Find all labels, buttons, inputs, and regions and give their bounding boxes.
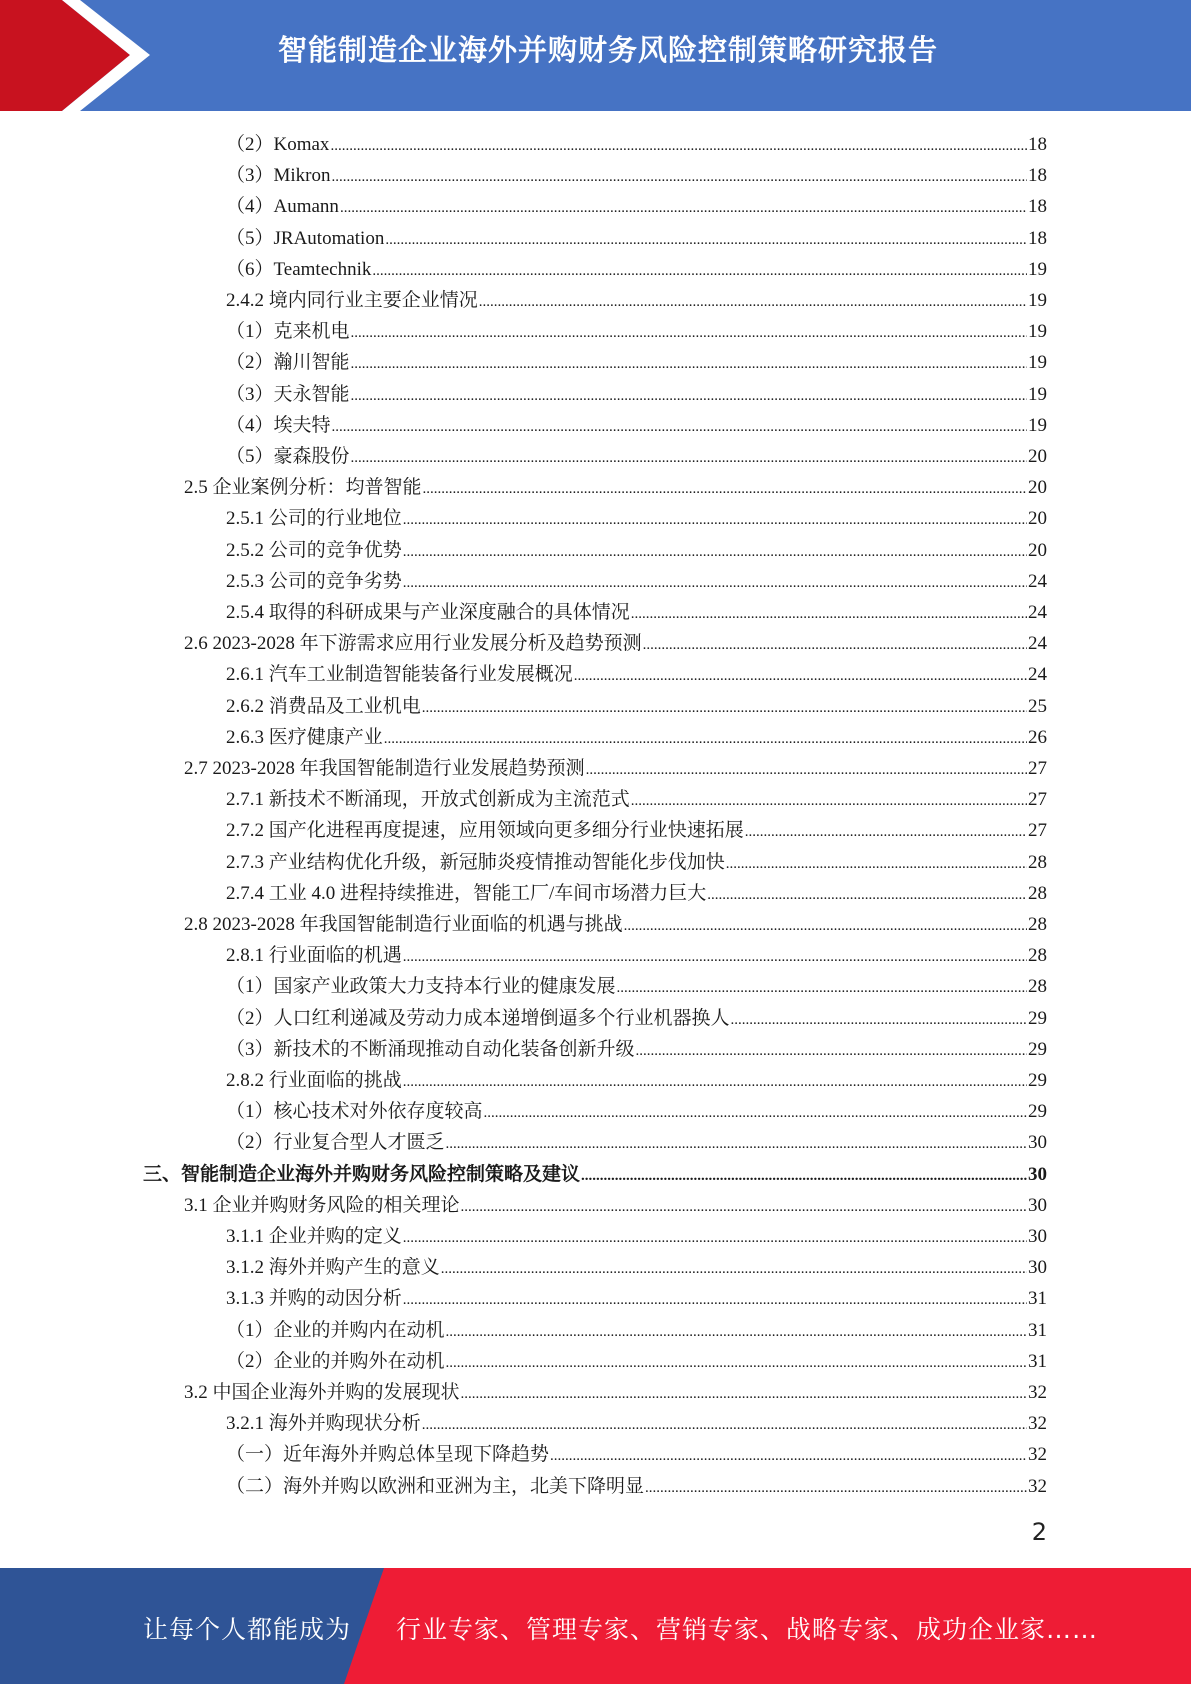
toc-entry-label: 三、智能制造企业海外并购财务风险控制策略及建议 — [143, 1163, 581, 1185]
toc-dot-leader — [422, 1410, 1027, 1441]
toc-entry-label: 2.5.1 公司的行业地位 — [226, 508, 402, 530]
toc-entry-label: （1）国家产业政策大力支持本行业的健康发展 — [226, 976, 616, 998]
toc-dot-leader — [574, 661, 1027, 692]
toc-dot-leader — [446, 1129, 1027, 1160]
toc-entry[interactable] — [226, 1252, 1047, 1283]
toc-entry-label: 3.1.1 企业并购的定义 — [226, 1226, 402, 1247]
toc-entry[interactable] — [226, 1096, 1047, 1127]
toc-entry[interactable] — [226, 347, 1047, 378]
toc-entry[interactable] — [226, 503, 1047, 534]
toc-entry[interactable] — [226, 1003, 1047, 1034]
toc-entry-label: （5）JRAutomation — [226, 227, 385, 249]
toc-entry-page: 30 — [1028, 1163, 1047, 1185]
toc-entry-label: 3.1.2 海外并购产生的意义 — [226, 1257, 440, 1279]
toc-dot-leader — [631, 786, 1027, 817]
toc-entry-page: 28 — [1028, 882, 1047, 904]
toc-entry-page: 24 — [1028, 602, 1047, 623]
toc-entry[interactable] — [184, 1190, 1047, 1221]
toc-dot-leader — [446, 1317, 1027, 1348]
toc-dot-leader — [330, 131, 1027, 162]
toc-entry-page: 29 — [1028, 1070, 1047, 1091]
toc-entry-page: 24 — [1028, 633, 1047, 655]
toc-dot-leader — [422, 693, 1027, 724]
footer-slogan-right: 行业专家、管理专家、营销专家、战略专家、成功企业家…… — [396, 1615, 1099, 1644]
toc-dot-leader — [332, 412, 1027, 443]
toc-entry-label: 2.5.3 公司的竞争劣势 — [226, 570, 402, 592]
toc-entry-page: 30 — [1028, 1257, 1047, 1279]
toc-entry[interactable] — [226, 691, 1047, 722]
toc-entry-page: 32 — [1028, 1475, 1047, 1497]
toc-entry[interactable] — [226, 379, 1047, 410]
toc-entry-page: 18 — [1028, 134, 1047, 155]
toc-entry-page: 18 — [1028, 196, 1047, 218]
page-footer — [0, 1568, 1191, 1684]
toc-entry[interactable] — [226, 971, 1047, 1002]
toc-entry[interactable] — [226, 285, 1047, 316]
toc-entry[interactable] — [226, 1283, 1047, 1314]
toc-entry-label: 2.7 2023-2028 年我国智能制造行业发展趋势预测 — [184, 758, 585, 779]
toc-entry-page: 18 — [1028, 165, 1047, 187]
toc-entry[interactable] — [184, 753, 1047, 784]
toc-entry[interactable] — [226, 254, 1047, 285]
toc-entry[interactable] — [226, 784, 1047, 815]
toc-entry-page: 30 — [1028, 1132, 1047, 1154]
toc-entry-page: 19 — [1028, 321, 1047, 343]
toc-entry[interactable] — [226, 847, 1047, 878]
toc-entry[interactable] — [143, 1159, 1047, 1190]
toc-entry-label: 2.5.4 取得的科研成果与产业深度融合的具体情况 — [226, 602, 630, 623]
toc-entry-label: （2）企业的并购外在动机 — [226, 1350, 445, 1372]
toc-entry-label: 3.1 企业并购财务风险的相关理论 — [184, 1194, 460, 1216]
toc-entry-page: 28 — [1028, 851, 1047, 873]
toc-entry-label: （3）天永智能 — [226, 383, 350, 405]
toc-entry-label: （4）Aumann — [226, 196, 339, 218]
toc-entry-page: 19 — [1028, 414, 1047, 436]
toc-entry[interactable] — [226, 1439, 1047, 1470]
toc-dot-leader — [385, 225, 1027, 256]
toc-entry-page: 25 — [1028, 695, 1047, 717]
footer-slogan-left: 让每个人都能成为 — [143, 1615, 352, 1644]
toc-entry[interactable] — [226, 1471, 1047, 1502]
toc-dot-leader — [461, 1192, 1027, 1223]
toc-entry-page: 29 — [1028, 1038, 1047, 1060]
toc-entry-label: 2.8.2 行业面临的挑战 — [226, 1070, 402, 1091]
toc-entry-page: 18 — [1028, 227, 1047, 249]
toc-entry-page: 32 — [1028, 1382, 1047, 1403]
toc-entry[interactable] — [226, 223, 1047, 254]
toc-dot-leader — [550, 1441, 1027, 1472]
toc-entry[interactable] — [184, 628, 1047, 659]
toc-entry-page: 31 — [1028, 1350, 1047, 1372]
toc-entry-page: 27 — [1028, 789, 1047, 811]
toc-entry-label: （1）企业的并购内在动机 — [226, 1319, 445, 1341]
toc-entry[interactable] — [226, 316, 1047, 347]
toc-dot-leader — [351, 349, 1027, 380]
toc-entry-page: 20 — [1028, 539, 1047, 561]
toc-entry[interactable] — [226, 1034, 1047, 1065]
toc-entry-label: 2.7.1 新技术不断涌现，开放式创新成为主流范式 — [226, 789, 630, 811]
toc-dot-leader — [351, 443, 1027, 474]
toc-entry-page: 24 — [1028, 570, 1047, 592]
toc-entry-page: 19 — [1028, 352, 1047, 374]
toc-dot-leader — [403, 1223, 1027, 1254]
toc-dot-leader — [645, 1473, 1027, 1504]
toc-entry-label: 2.5.2 公司的竞争优势 — [226, 539, 402, 561]
toc-entry-page: 32 — [1028, 1413, 1047, 1435]
toc-dot-leader — [461, 1379, 1027, 1410]
toc-dot-leader — [617, 973, 1027, 1004]
toc-dot-leader — [643, 630, 1027, 661]
toc-entry-label: 2.6.3 医疗健康产业 — [226, 726, 383, 748]
toc-entry[interactable] — [226, 815, 1047, 846]
toc-entry-page: 20 — [1028, 446, 1047, 467]
toc-entry[interactable] — [226, 191, 1047, 222]
toc-entry[interactable] — [226, 1408, 1047, 1439]
toc-entry-label: 2.5 企业案例分析：均普智能 — [184, 477, 422, 499]
toc-dot-leader — [581, 1161, 1027, 1192]
report-title: 智能制造企业海外并购财务风险控制策略研究报告 — [277, 33, 938, 67]
toc-entry-label: 3.2.1 海外并购现状分析 — [226, 1413, 421, 1435]
toc-dot-leader — [403, 537, 1027, 568]
toc-entry-label: 2.6.1 汽车工业制造智能装备行业发展概况 — [226, 664, 573, 686]
toc-entry[interactable] — [226, 410, 1047, 441]
toc-entry[interactable] — [226, 659, 1047, 690]
toc-entry-page: 19 — [1028, 383, 1047, 405]
toc-entry-label: 2.6 2023-2028 年下游需求应用行业发展分析及趋势预测 — [184, 633, 642, 655]
toc-entry[interactable] — [184, 909, 1047, 940]
toc-entry-page: 28 — [1028, 945, 1047, 967]
toc-entry[interactable] — [226, 535, 1047, 566]
toc-entry-label: 2.8.1 行业面临的机遇 — [226, 945, 402, 967]
toc-dot-leader — [351, 381, 1027, 412]
toc-dot-leader — [624, 911, 1027, 942]
toc-dot-leader — [441, 1254, 1027, 1285]
toc-dot-leader — [403, 505, 1027, 536]
toc-dot-leader — [340, 193, 1027, 224]
toc-dot-leader — [631, 599, 1027, 630]
toc-dot-leader — [332, 162, 1027, 193]
toc-entry[interactable] — [226, 160, 1047, 191]
toc-entry-label: 2.6.2 消费品及工业机电 — [226, 695, 421, 717]
toc-entry-page: 27 — [1028, 758, 1047, 779]
toc-entry-page: 19 — [1028, 258, 1047, 280]
toc-entry-label: 2.8 2023-2028 年我国智能制造行业面临的机遇与挑战 — [184, 914, 623, 935]
toc-entry[interactable] — [226, 1065, 1047, 1096]
toc-entry-label: （一）近年海外并购总体呈现下降趋势 — [226, 1444, 550, 1466]
toc-entry-page: 19 — [1028, 290, 1047, 311]
toc-entry-page: 24 — [1028, 664, 1047, 686]
toc-entry-label: （2）Komax — [226, 134, 330, 155]
toc-dot-leader — [384, 724, 1027, 755]
toc-entry-label: （2）行业复合型人才匮乏 — [226, 1132, 445, 1154]
toc-dot-leader — [745, 817, 1027, 848]
toc-entry-label: 2.7.4 工业 4.0 进程持续推进，智能工厂/车间市场潜力巨大 — [226, 882, 707, 904]
toc-dot-leader — [707, 880, 1027, 911]
toc-entry[interactable] — [226, 441, 1047, 472]
toc-entry-label: （1）克来机电 — [226, 321, 350, 343]
toc-dot-leader — [586, 755, 1027, 786]
toc-entry-page: 26 — [1028, 726, 1047, 748]
toc-entry-page: 29 — [1028, 1101, 1047, 1123]
toc-entry[interactable] — [226, 1221, 1047, 1252]
toc-entry-page: 28 — [1028, 914, 1047, 935]
toc-entry-page: 27 — [1028, 820, 1047, 842]
toc-entry-label: （二）海外并购以欧洲和亚洲为主，北美下降明显 — [226, 1475, 645, 1497]
toc-entry[interactable] — [226, 129, 1047, 160]
toc-entry[interactable] — [184, 1377, 1047, 1408]
toc-dot-leader — [351, 318, 1027, 349]
toc-entry[interactable] — [226, 597, 1047, 628]
toc-entry-label: （1）核心技术对外依存度较高 — [226, 1101, 483, 1123]
toc-dot-leader — [479, 287, 1027, 318]
toc-entry-page: 30 — [1028, 1194, 1047, 1216]
toc-entry-label: （2）瀚川智能 — [226, 352, 350, 374]
toc-entry[interactable] — [184, 472, 1047, 503]
toc-entry-page: 29 — [1028, 1007, 1047, 1029]
toc-entry-label: 3.2 中国企业海外并购的发展现状 — [184, 1382, 460, 1403]
toc-dot-leader — [636, 1036, 1027, 1067]
toc-entry[interactable] — [226, 940, 1047, 971]
toc-dot-leader — [423, 474, 1027, 505]
toc-entry-label: （4）埃夫特 — [226, 414, 331, 436]
toc-entry[interactable] — [226, 1127, 1047, 1158]
page-header — [0, 0, 1191, 111]
toc-entry-page: 32 — [1028, 1444, 1047, 1466]
toc-entry[interactable] — [226, 722, 1047, 753]
toc-entry-page: 30 — [1028, 1226, 1047, 1247]
toc-dot-leader — [484, 1098, 1027, 1129]
toc-dot-leader — [731, 1005, 1027, 1036]
toc-entry-page: 20 — [1028, 477, 1047, 499]
toc-entry-label: 2.4.2 境内同行业主要企业情况 — [226, 290, 478, 311]
toc-dot-leader — [403, 568, 1027, 599]
toc-entry[interactable] — [226, 878, 1047, 909]
toc-entry-label: （3）新技术的不断涌现推动自动化装备创新升级 — [226, 1038, 635, 1060]
toc-dot-leader — [446, 1348, 1027, 1379]
toc-entry[interactable] — [226, 1315, 1047, 1346]
toc-dot-leader — [403, 1067, 1027, 1098]
toc-entry-label: 3.1.3 并购的动因分析 — [226, 1288, 402, 1310]
toc-entry-label: 2.7.3 产业结构优化升级，新冠肺炎疫情推动智能化步伐加快 — [226, 851, 725, 873]
toc-entry[interactable] — [226, 566, 1047, 597]
toc-entry-label: 2.7.2 国产化进程再度提速，应用领域向更多细分行业快速拓展 — [226, 820, 744, 842]
toc-entry-label: （3）Mikron — [226, 165, 331, 187]
toc-entry-page: 28 — [1028, 976, 1047, 998]
toc-dot-leader — [403, 1285, 1027, 1316]
toc-dot-leader — [726, 849, 1027, 880]
toc-dot-leader — [403, 942, 1027, 973]
toc-entry-page: 31 — [1028, 1319, 1047, 1341]
toc-entry-label: （6）Teamtechnik — [226, 258, 372, 280]
toc-entry-label: （2）人口红利递减及劳动力成本递增倒逼多个行业机器换人 — [226, 1007, 730, 1029]
toc-entry[interactable] — [226, 1346, 1047, 1377]
toc-entry-page: 31 — [1028, 1288, 1047, 1310]
toc-entry-label: （5）豪森股份 — [226, 446, 350, 467]
toc-dot-leader — [372, 256, 1027, 287]
toc-entry-page: 20 — [1028, 508, 1047, 530]
page-number: 2 — [1031, 1518, 1047, 1546]
